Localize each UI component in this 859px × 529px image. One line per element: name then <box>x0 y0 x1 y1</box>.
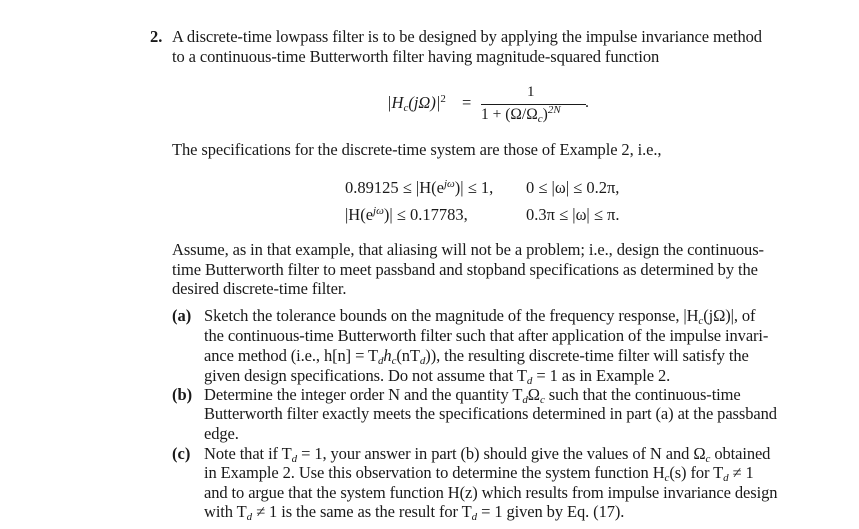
spec-2-range: 0.3π ≤ |ω| ≤ π. <box>526 205 620 224</box>
part-c-line-4: with $T_d \ne 1$ is the same as the result for $T_d = 1$ given by Eq. (17). <box>204 502 625 523</box>
part-a-line-2: the continuous-time Butterworth filter such that after application of the impulse invari- <box>204 326 769 345</box>
part-c-line-2: in Example 2. Use this observation to determine the system function $H_c(s)$ for $T_d \ne 1$ <box>204 463 754 484</box>
part-a-line-3: ance method (i.e., $h[n] = T_dh_c(nT_d)$), the resulting discrete-time filter will satisfy the <box>204 346 749 367</box>
part-b-line-3: edge. <box>204 424 239 443</box>
equation-period: . <box>585 94 589 111</box>
equation-equals: = <box>462 93 472 112</box>
part-b-line-2: Butterworth filter exactly meets the specifications determined in part (a) at the passband <box>204 404 777 423</box>
intro-line-2: to a continuous-time Butterworth filter having magnitude-squared function <box>172 47 660 66</box>
part-a-line-4: given design specifications. Do not assume that $T_d = 1$ as in Example 2. <box>204 366 671 387</box>
part-c-line-1: Note that if $T_d = 1$, your answer in part (b) should give the values of N and $\Omega_c$ obtained <box>204 444 771 465</box>
specs-intro: The specifications for the discrete-time system are those of Example 2, i.e., <box>172 140 662 159</box>
equation-lhs: $|H_c(j\Omega)|^2$ <box>387 93 446 114</box>
part-c-label: (c) <box>172 444 191 463</box>
part-b-label: (b) <box>172 385 193 404</box>
assume-line-3: desired discrete-time filter. <box>172 279 347 298</box>
part-a-label: (a) <box>172 306 192 325</box>
intro-line-1: A discrete-time lowpass filter is to be designed by applying the impulse invariance method <box>172 27 762 46</box>
part-b-line-1: Determine the integer order N and the quantity $T_d\Omega_c$ such that the continuous-time <box>204 385 741 406</box>
spec-2-inequality: $|H(e^{j\omega})| \le 0.17783$, <box>345 205 468 224</box>
assume-line-1: Assume, as in that example, that aliasing will not be a problem; i.e., design the continuous- <box>172 240 764 259</box>
part-a-line-1: Sketch the tolerance bounds on the magnitude of the frequency response, $|H_c(j\Omega)|$, of <box>204 306 756 327</box>
part-c-line-3: and to argue that the system function H(z) which results from impulse invariance design <box>204 483 778 502</box>
equation-denominator: $1 + (\Omega/\Omega_c)^{2N}$ <box>481 104 561 125</box>
fraction-bar <box>481 104 586 105</box>
assume-line-2: time Butterworth filter to meet passband and stopband specifications as determined by the <box>172 260 758 279</box>
spec-1-inequality: $0.89125 \le |H(e^{j\omega})| \le 1$, <box>345 178 494 197</box>
spec-1-range: 0 ≤ |ω| ≤ 0.2π, <box>526 178 620 197</box>
equation-numerator: 1 <box>527 84 535 100</box>
problem-number: 2. <box>150 27 163 46</box>
